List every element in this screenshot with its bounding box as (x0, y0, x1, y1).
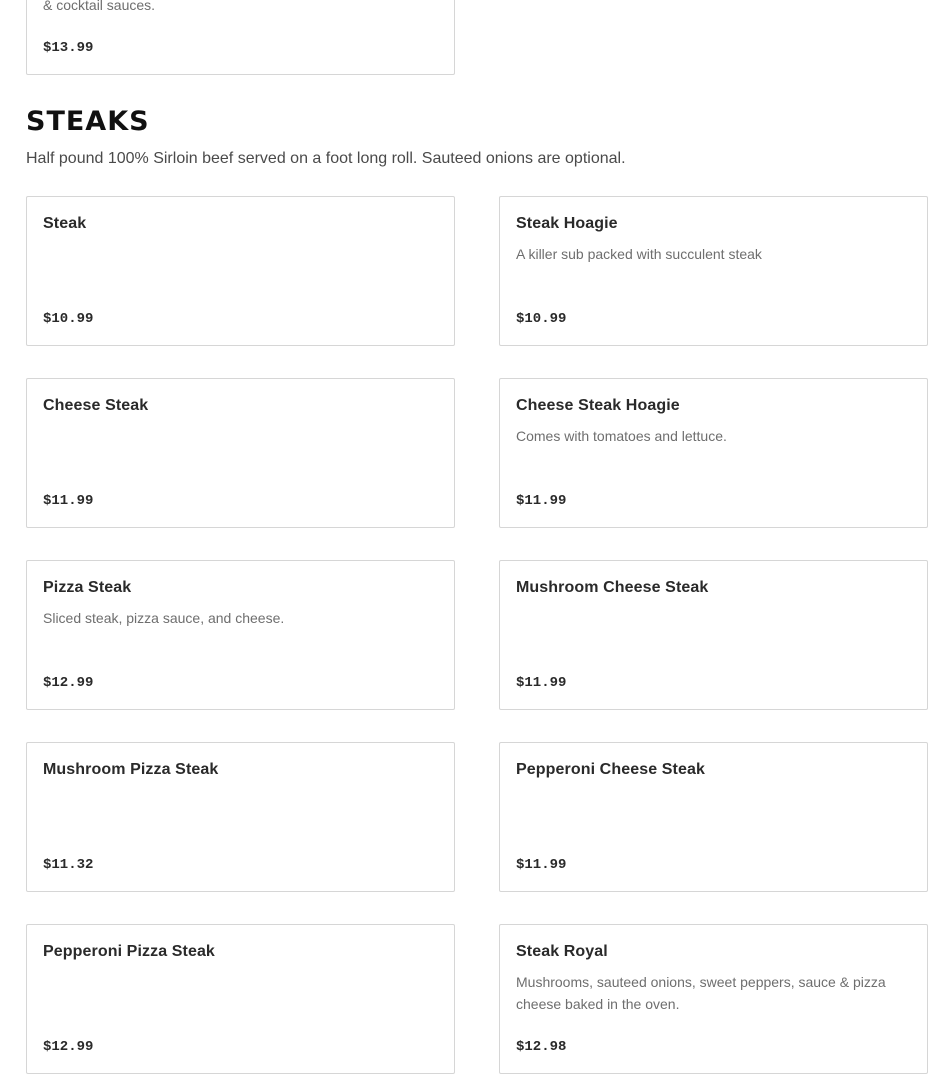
item-name: Pizza Steak (43, 579, 132, 596)
menu-item-cheese-steak[interactable] (26, 378, 455, 528)
menu-item-card[interactable] (26, 0, 455, 75)
item-price: $10.99 (43, 311, 94, 327)
menu-item-mushroom-cheese-steak[interactable] (499, 560, 928, 710)
menu-item-pepperoni-cheese-steak[interactable] (499, 742, 928, 892)
menu-item-steak-royal[interactable] (499, 924, 928, 1074)
menu-item-pizza-steak[interactable] (26, 560, 455, 710)
item-price: $11.32 (43, 857, 94, 873)
item-price: $11.99 (516, 493, 567, 509)
item-name: Steak Royal (516, 943, 608, 960)
item-name: Cheese Steak Hoagie (516, 397, 680, 414)
item-price: $10.99 (516, 311, 567, 327)
menu-item-cheese-steak-hoagie[interactable] (499, 378, 928, 528)
item-name: Steak Hoagie (516, 215, 618, 232)
item-description: Mushrooms, sauteed onions, sweet peppers, sauce & pizza cheese baked in the oven. (516, 974, 886, 1012)
item-description: & cocktail sauces. (43, 0, 156, 13)
item-name: Mushroom Pizza Steak (43, 761, 219, 778)
item-name: Cheese Steak (43, 397, 149, 414)
menu-item-steak-hoagie[interactable] (499, 196, 928, 346)
menu-item-steak[interactable] (26, 196, 455, 346)
item-name: Steak (43, 215, 87, 232)
item-price: $12.99 (43, 675, 94, 691)
item-description: A killer sub packed with succulent steak (516, 246, 762, 262)
section-description: Half pound 100% Sirloin beef served on a foot long roll. Sauteed onions are optional. (26, 150, 626, 167)
section-title: STEAKS (26, 106, 150, 137)
item-name: Mushroom Cheese Steak (516, 579, 709, 596)
item-description: Sliced steak, pizza sauce, and cheese. (43, 610, 285, 626)
item-price: $13.99 (43, 40, 94, 56)
item-description: Comes with tomatoes and lettuce. (516, 428, 727, 444)
menu-item-pepperoni-pizza-steak[interactable] (26, 924, 455, 1074)
menu-item-mushroom-pizza-steak[interactable] (26, 742, 455, 892)
item-price: $12.99 (43, 1039, 94, 1055)
item-price: $12.98 (516, 1039, 567, 1055)
item-name: Pepperoni Pizza Steak (43, 943, 215, 960)
item-price: $11.99 (516, 857, 567, 873)
item-price: $11.99 (43, 493, 94, 509)
item-name: Pepperoni Cheese Steak (516, 761, 705, 778)
item-price: $11.99 (516, 675, 567, 691)
